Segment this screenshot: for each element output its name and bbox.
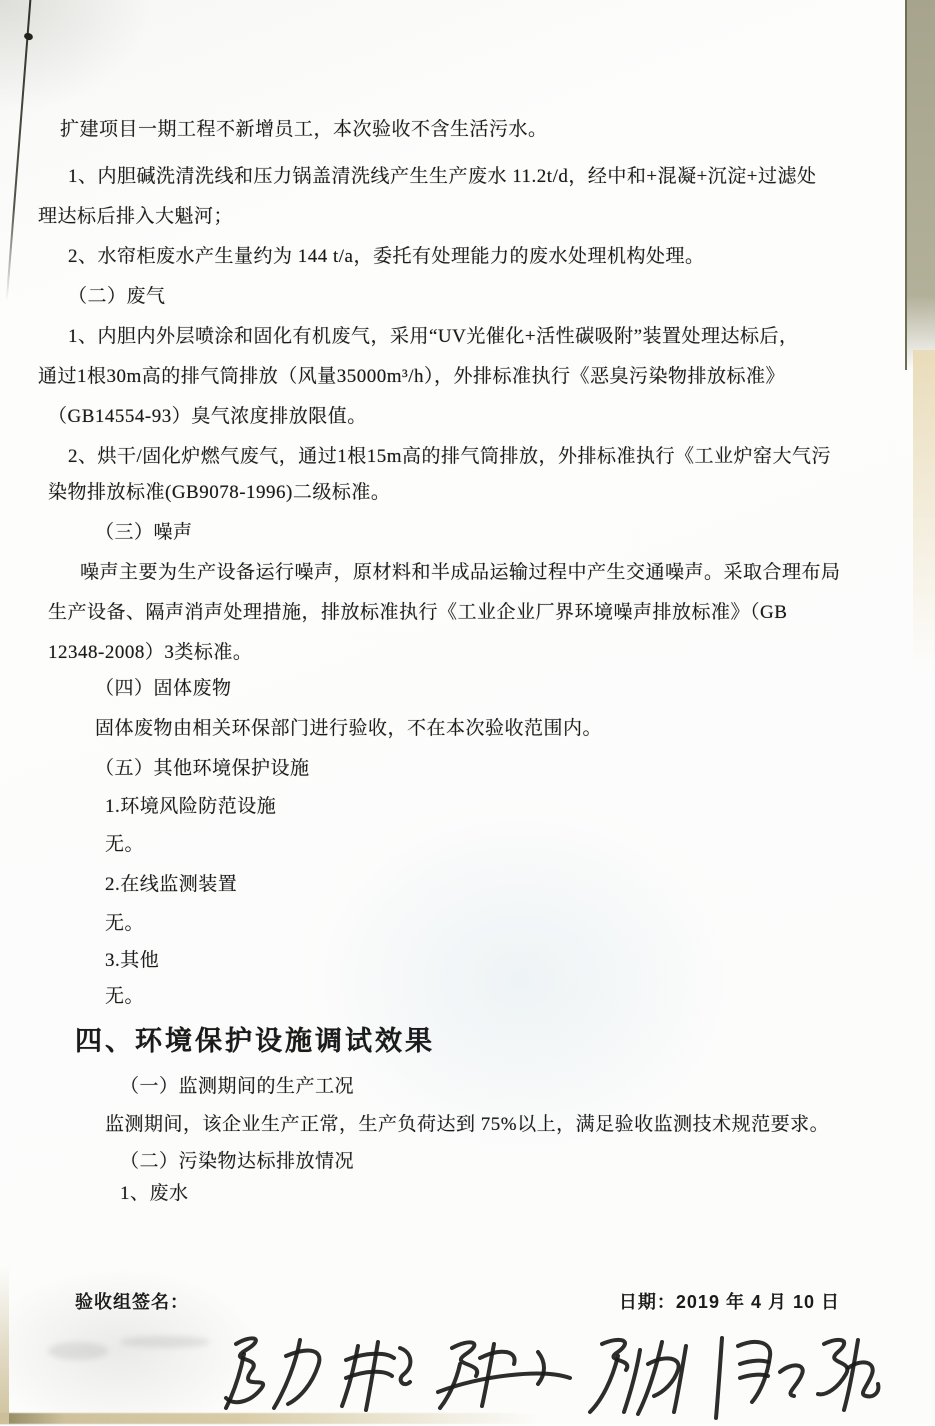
date-label: 日期：2019 年 4 月 10 日 [618, 1292, 840, 1312]
text-line: 通过1根30m高的排气筒排放（风量35000m³/h），外排标准执行《恶臭污染物排放标准》 [38, 366, 786, 387]
scan-speck [23, 32, 34, 42]
left-edge-strip [0, 1264, 9, 1424]
text-line: 12348-2008）3类标准。 [48, 642, 253, 663]
text-line: 染物排放标准(GB9078-1996)二级标准。 [48, 482, 391, 503]
text-line: 1、内胆内外层喷涂和固化有机废气，采用“UV光催化+活性碳吸附”装置处理达标后， [68, 326, 799, 347]
text-line: 无。 [105, 834, 145, 855]
text-line: （五）其他环境保护设施 [95, 758, 310, 779]
footer-row [38, 1288, 880, 1314]
scan-smudge [48, 1342, 108, 1360]
text-line: 1、废水 [120, 1183, 189, 1204]
text-line: 1、内胆碱洗清洗线和压力锅盖清洗线产生生产废水 11.2t/d，经中和+混凝+沉淀+过滤处 [68, 166, 817, 187]
text-line: 生产设备、隔声消声处理措施，排放标准执行《工业企业厂界环境噪声排放标准》（GB [48, 602, 788, 623]
text-line: 2、烘干/固化炉燃气废气，通过1根15m高的排气筒排放，外排标准执行《工业炉窑大气污 [68, 446, 832, 467]
text-line: 噪声主要为生产设备运行噪声，原材料和半成品运输过程中产生交通噪声。采取合理布局 [80, 562, 841, 583]
text-line: （四）固体废物 [95, 678, 232, 699]
document-lines [0, 118, 935, 1222]
text-line: 无。 [105, 913, 145, 934]
section-heading: 四、环境保护设施调试效果 [75, 1026, 435, 1056]
text-line: （GB14554-93）臭气浓度排放限值。 [48, 406, 367, 427]
text-line: （三）噪声 [95, 522, 193, 543]
text-line: 理达标后排入大魁河； [38, 206, 234, 227]
text-line: （二）废气 [68, 286, 166, 307]
text-line: 2.在线监测装置 [105, 874, 238, 895]
text-line: （一）监测期间的生产工况 [120, 1076, 355, 1097]
text-line: 无。 [105, 986, 145, 1007]
text-line: 1.环境风险防范设施 [105, 796, 277, 817]
text-line: 3.其他 [105, 950, 160, 971]
acceptance-group-signature-label: 验收组签名： [75, 1292, 189, 1312]
text-line: 固体废物由相关环保部门进行验收，不在本次验收范围内。 [95, 718, 603, 739]
text-line: 监测期间，该企业生产正常，生产负荷达到 75%以上，满足验收监测技术规范要求。 [105, 1114, 830, 1135]
text-line: 2、水帘柜废水产生量约为 144 t/a，委托有处理能力的废水处理机构处理。 [68, 246, 705, 267]
text-line: （二）污染物达标排放情况 [120, 1151, 355, 1172]
handwritten-signatures [140, 1316, 900, 1426]
text-line: 扩建项目一期工程不新增员工，本次验收不含生活污水。 [60, 119, 548, 140]
